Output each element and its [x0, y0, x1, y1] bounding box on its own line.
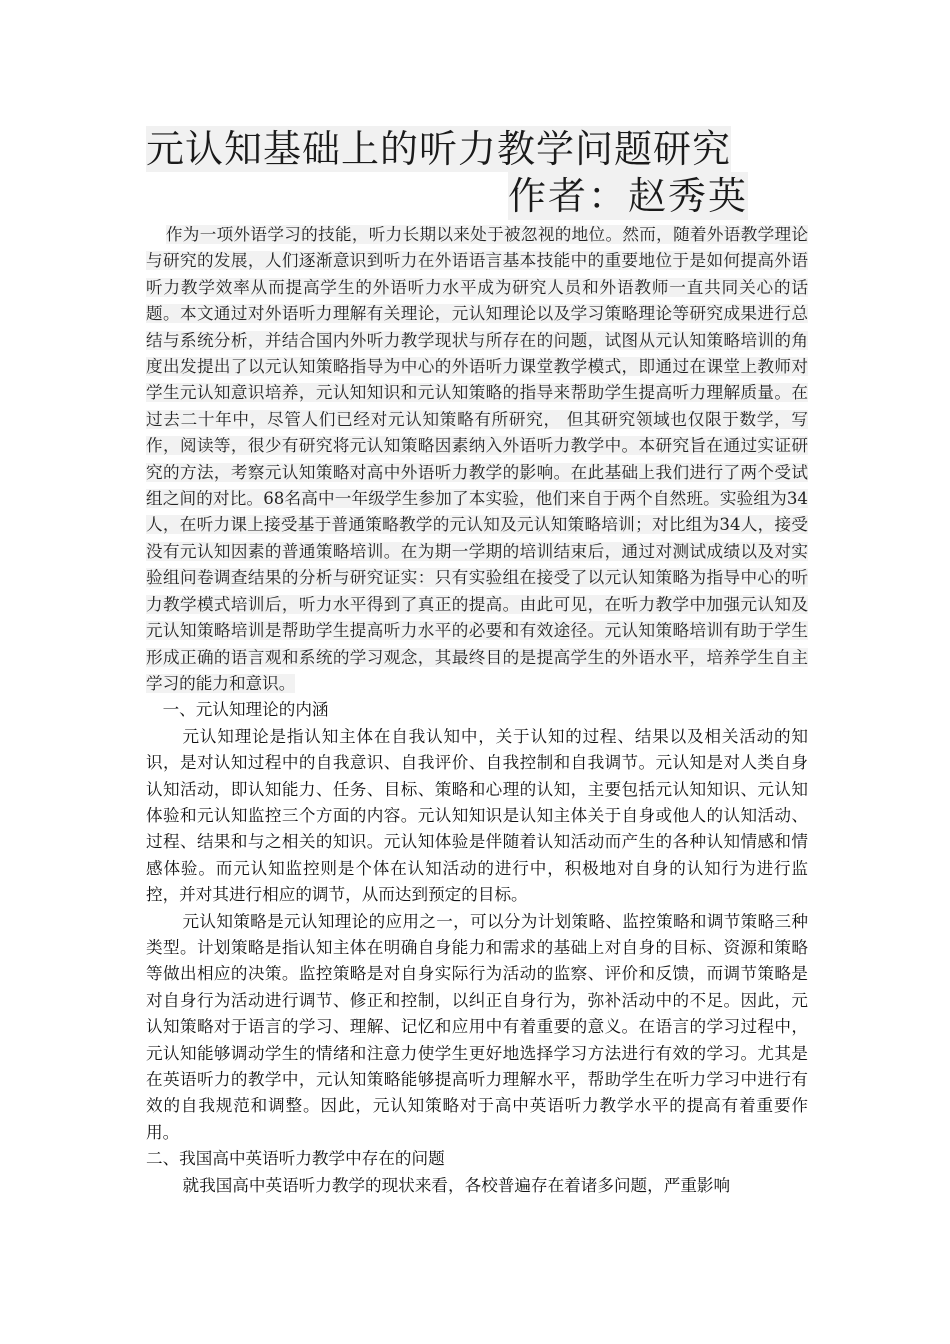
section1-paragraph-1: 元认知理论是指认知主体在自我认知中，关于认知的过程、结果以及相关活动的知识，是对认知过程中的自我意识、自我评价、自我控制和自我调节。元认知是对人类自身认知活动，即认知能力、任务、目标、策略和心理的认知，主要包括元认知知识、元认知体验和元认知监控三个方面的内容。元认知知识是认知主体关于自身或他人的认知活动、过程、结果和与之相关的知识。元认知体验是伴随着认知活动而产生的各种认知情感和情感体验。而元认知监控则是个体在认知活动的进行中，积极地对自身的认知行为进行监控，并对其进行相应的调节，从而达到预定的目标。	[146, 726, 808, 905]
abstract-paragraph	[146, 222, 808, 697]
document-page	[146, 126, 808, 1199]
document-title: 元认知基础上的听力教学问题研究	[146, 127, 732, 171]
abstract-text: 作为一项外语学习的技能，听力长期以来处于被忽视的地位。然而，随着外语教学理论与研究的发展，人们逐渐意识到听力在外语语言基本技能中的重要地位于是如何提高外语听力教学效率从而提高学生的外语听力水平成为研究人员和外语教师一直共同关心的话题。本文通过对外语听力理解有关理论，元认知理论以及学习策略理论等研究成果进行总结与系统分析，并结合国内外听力教学现状与所存在的问题，试图从元认知策略培训的角度出发提出了以元认知策略指导为中心的外语听力课堂教学模式，即通过在课堂上教师对学生元认知意识培养，元认知知识和元认知策略的指导来帮助学生提高听力理解质量。在过去二十年中，尽管人们已经对元认知策略有所研究， 但其研究领域也仅限于数学，写作，阅读等，很少有研究将元认知策略因素纳入外语听力教学中。本研究旨在通过实证研究的方法，考察元认知策略对高中外语听力教学的影响。在此基础上我们进行了两个受试组之间的对比。68名高中一年级学生参加了本实验，他们来自于两个自然班。实验组为34人，在听力课上接受基于普通策略教学的元认知及元认知策略培训；对比组为34人，接受没有元认知因素的普通策略培训。在为期一学期的培训结束后，通过对测试成绩以及对实验组问卷调查结果的分析与研究证实：只有实验组在接受了以元认知策略为指导中心的听力教学模式培训后，听力水平得到了真正的提高。由此可见，在听力教学中加强元认知及元认知策略培训是帮助学生提高听力水平的必要和有效途径。元认知策略培训有助于学生形成正确的语言观和系统的学习观念，其最终目的是提高学生的外语水平，培养学生自主学习的能力和意识。	[146, 225, 808, 693]
author-row	[146, 172, 808, 222]
section2-paragraph-1: 就我国高中英语听力教学的现状来看，各校普遍存在着诸多问题，严重影响	[182, 1175, 731, 1195]
section-heading-1: 一、元认知理论的内涵	[162, 700, 329, 720]
document-author: 作者：赵秀英	[507, 174, 748, 218]
section-heading-2: 二、我国高中英语听力教学中存在的问题	[146, 1149, 445, 1169]
section1-paragraph-2: 元认知策略是元认知理论的应用之一，可以分为计划策略、监控策略和调节策略三种类型。计划策略是指认知主体在明确自身能力和需求的基础上对自身的目标、资源和策略等做出相应的决策。监控策略是对自身实际行为活动的监察、评价和反馈，而调节策略是对自身行为活动进行调节、修正和控制，以纠正自身行为，弥补活动中的不足。因此，元认知策略对于语言的学习、理解、记忆和应用中有着重要的意义。在语言的学习过程中，元认知能够调动学生的情绪和注意力使学生更好地选择学习方法进行有效的学习。尤其是在英语听力的教学中，元认知策略能够提高听力理解水平，帮助学生在听力学习中进行有效的自我规范和调整。因此，元认知策略对于高中英语听力教学水平的提高有着重要作用。	[146, 911, 808, 1142]
